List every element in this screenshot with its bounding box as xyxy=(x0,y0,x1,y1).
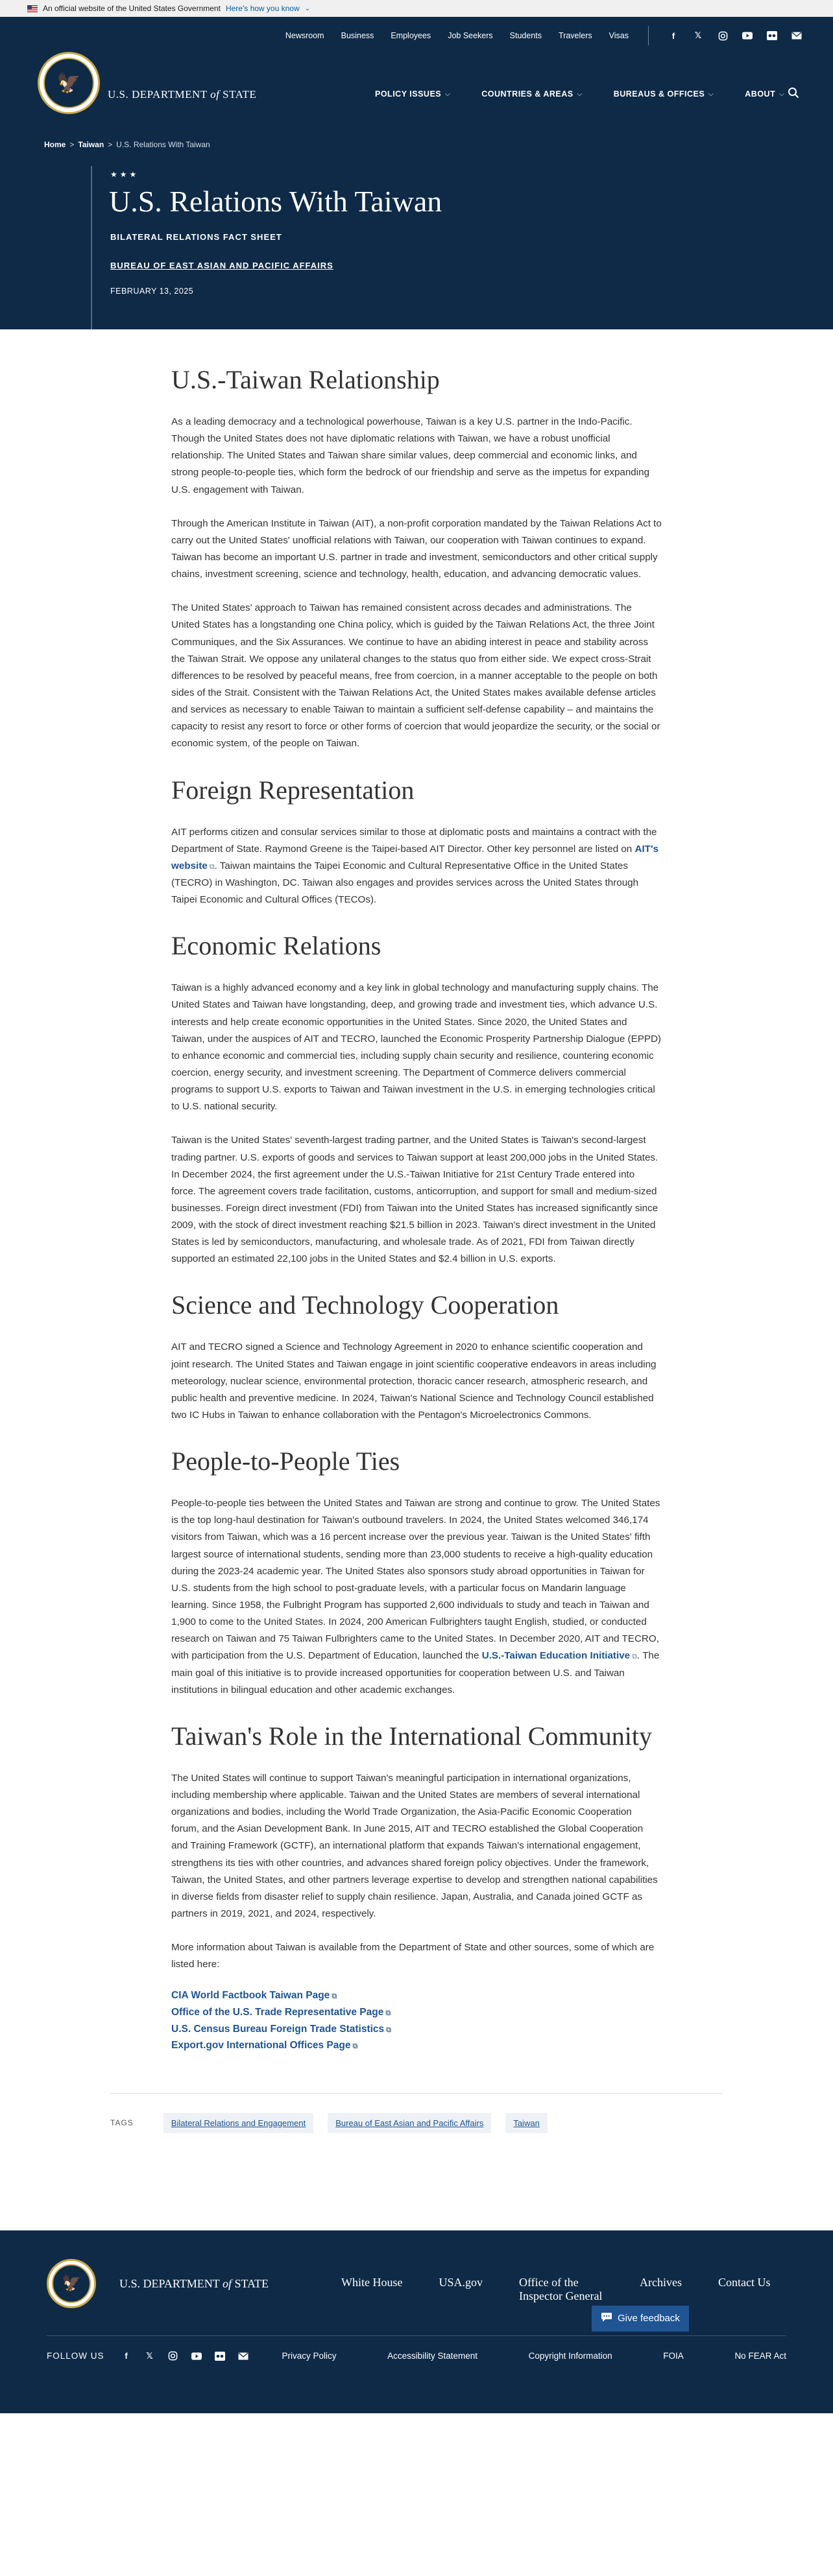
paragraph: People-to-people ties between the United States and Taiwan are strong and continue to grow. The United States is the top long-haul destination for Taiwan's outbound travelers. In 2024, the United States welcomed 346,174 visitors from Taiwan, which was a 16 percent increase over the previous year. Taiwan is the United States' fifth largest source of international students, sending more than 23,000 students to receive a high-quality education during the 2023-24 academic year. The United States also sponsors study abroad opportunities in Taiwan for U.S. students from the high school to post-graduate levels, with a particular focus on Mandarin language learning. Since 1958, the Fulbright Program has supported 2,600 individuals to study and teach in Taiwan and 1,900 to come to the United States. In 2024, 200 American Fulbrighters taught English, studied, or conducted research on Taiwan and 75 Taiwan Fulbrighters came to the United States. In December 2020, AIT and TECRO, with participation from the U.S. Department of Education, launched the U.S.-Taiwan Education Initiative ⧉. The main goal of this initiative is to provide increased opportunities for cooperation between U.S. and Taiwan institutions in bilingual education and other academic exchanges. xyxy=(171,1498,660,1696)
footer-link-archives[interactable]: Archives xyxy=(640,2275,682,2289)
search-icon[interactable] xyxy=(788,87,799,99)
youtube-icon[interactable] xyxy=(742,30,753,41)
footer-link-white-house[interactable]: White House xyxy=(341,2275,403,2289)
section-heading: Science and Technology Cooperation xyxy=(171,1290,559,1320)
section-heading: Foreign Representation xyxy=(171,775,415,805)
site-footer xyxy=(0,2230,833,2413)
x-icon[interactable]: 𝕏 xyxy=(694,30,702,40)
main-nav xyxy=(375,89,784,99)
email-icon[interactable] xyxy=(238,2351,248,2361)
email-icon[interactable] xyxy=(791,30,802,41)
export-gov-link[interactable]: Export.gov International Offices Page ⧉ xyxy=(171,2040,358,2051)
breadcrumb-current: U.S. Relations With Taiwan xyxy=(116,140,210,149)
footer-department-name[interactable]: U.S. DEPARTMENT of STATE xyxy=(119,2276,269,2290)
footer-links xyxy=(341,2276,770,2304)
footer-bottom-bar xyxy=(47,2351,786,2361)
footer-link-foia[interactable]: FOIA xyxy=(663,2351,684,2361)
header-social-links xyxy=(668,30,802,41)
chevron-down-icon: ⌵ xyxy=(445,90,451,98)
footer-divider xyxy=(47,2335,786,2336)
paragraph: Taiwan is a highly advanced economy and a key link in global technology and manufacturing supply chains. The United States and Taiwan have longstanding, deep, and growing trade and investment ties, which advance U.S. interests and help create economic opportunities in the United States. Since 2020, the United States and Taiwan, under the auspices of AIT and TECRO, launched the Economic Prosperity Partnership Dialogue (EPPD) to enhance economic and commercial ties, including supply chain security and resilience, countering economic coercion, energy security, and investment screening. The Department of Commerce delivers commercial programs to support U.S. exports to Taiwan and Taiwan investment in the U.S. in emerging technologies critical to U.S. national security. xyxy=(171,982,661,1113)
flickr-icon[interactable] xyxy=(215,2351,225,2361)
utility-link-business[interactable]: Business xyxy=(341,31,374,40)
chat-bubble-icon xyxy=(601,2312,612,2325)
tags-section xyxy=(110,2093,723,2162)
breadcrumb-taiwan[interactable]: Taiwan xyxy=(78,140,104,149)
section-heading: Taiwan's Role in the International Community xyxy=(171,1721,652,1751)
youtube-icon[interactable] xyxy=(191,2351,202,2361)
paragraph: AIT performs citizen and consular services similar to those at diplomatic posts and maintains a contract with the Department of State. Raymond Greene is the Taipei-based AIT Director. Other key personnel are listed on AIT's website ⧉. Taiwan maintains the Taipei Economic and Cultural Representative Office in the United States (TECRO) in Washington, DC. Taiwan also engages and provides services across the United States through Taipei Economic and Cultural Offices (TECOs). xyxy=(171,826,659,906)
footer-social-links xyxy=(121,2351,248,2361)
external-link-icon: ⧉ xyxy=(385,2009,391,2017)
utility-link-newsroom[interactable]: Newsroom xyxy=(285,31,324,40)
publish-date: FEBRUARY 13, 2025 xyxy=(110,287,194,296)
chevron-down-icon: ⌵ xyxy=(708,90,714,98)
utility-link-visas[interactable]: Visas xyxy=(609,31,629,40)
tag-bilateral-relations[interactable]: Bilateral Relations and Engagement xyxy=(163,2113,313,2133)
section-heading: Economic Relations xyxy=(171,931,381,961)
section-international-community xyxy=(171,1721,662,2054)
chevron-down-icon: ⌵ xyxy=(577,90,583,98)
external-link-icon: ⧉ xyxy=(386,2026,392,2034)
follow-us-label: FOLLOW US xyxy=(47,2351,104,2361)
gov-banner xyxy=(0,0,833,17)
fact-sheet-label: BILATERAL RELATIONS FACT SHEET xyxy=(110,232,282,242)
footer-link-contact-us[interactable]: Contact Us xyxy=(718,2275,771,2289)
utility-link-job-seekers[interactable]: Job Seekers xyxy=(448,31,493,40)
give-feedback-button[interactable]: Give feedback xyxy=(592,2306,689,2332)
instagram-icon[interactable] xyxy=(168,2351,178,2361)
breadcrumb-separator: > xyxy=(108,140,113,149)
external-link-icon: ⧉ xyxy=(352,2042,358,2051)
cia-factbook-link[interactable]: CIA World Factbook Taiwan Page ⧉ xyxy=(171,1990,337,2002)
external-link-icon: ⧉ xyxy=(209,862,215,871)
ustr-link[interactable]: Office of the U.S. Trade Representative Page ⧉ xyxy=(171,2006,391,2018)
utility-link-employees[interactable]: Employees xyxy=(391,31,431,40)
chevron-down-icon[interactable]: ⌄ xyxy=(304,5,311,12)
eagle-icon: 🦅 xyxy=(52,2264,91,2303)
paragraph: The United States will continue to support Taiwan's meaningful participation in international organizations, including membership where applicable. Taiwan and the United States are members of several international organizations and bodies, including the World Trade Organization, the Asia-Pacific Economic Cooperation forum, and the Asian Development Bank. In June 2015, AIT and TECRO established the Global Cooperation and Training Framework (GCTF), an international platform that expands Taiwan's international engagement, strengthens its ties with other countries, and advances shared foreign policy objectives. Under the framework, Taiwan, the United States, and other partners leverage expertise to develop and strengthen national capabilities in diverse fields from disaster relief to supply chain resilience. Japan, Australia, and Canada joined GCTF as partners in 2019, 2021, and 2024, respectively. xyxy=(171,1772,658,1919)
ait-website-link[interactable]: AIT's website xyxy=(171,843,659,871)
flickr-icon[interactable] xyxy=(767,30,777,41)
eagle-icon: 🦅 xyxy=(43,58,94,108)
breadcrumb xyxy=(44,140,210,149)
page-title: U.S. Relations With Taiwan xyxy=(109,185,442,218)
census-trade-link[interactable]: U.S. Census Bureau Foreign Trade Statistics ⧉ xyxy=(171,2023,392,2035)
education-initiative-link[interactable]: U.S.-Taiwan Education Initiative xyxy=(481,1650,631,1662)
facebook-icon[interactable]: f xyxy=(125,2351,128,2361)
paragraph: AIT and TECRO signed a Science and Technology Agreement in 2020 to enhance scientific cooperation and joint research. The United States and Taiwan engage in joint scientific cooperative endeavors in areas including meteorology, nuclear science, environmental protection, thoracic cancer research, atmospheric research, and public health and preventive medicine. In 2024, Taiwan's National Science and Technology Council established two IC Hubs in Taiwan to enhance collaboration with the Pentagon's Microelectronics Commons. xyxy=(171,1341,657,1421)
utility-nav xyxy=(285,26,802,45)
tag-east-asian-pacific[interactable]: Bureau of East Asian and Pacific Affairs xyxy=(328,2113,491,2133)
paragraph: Through the American Institute in Taiwan (AIT), a non-profit corporation mandated by the Taiwan Relations Act to carry out the United States' unofficial relations with Taiwan, our cooperation with Taiwan continues to expand. Taiwan has become an important U.S. partner in trade and investment, semiconductors and other critical supply chains, investment screening, science and technology, health, education, and advancing democratic values. xyxy=(171,517,662,580)
utility-divider xyxy=(648,26,649,45)
footer-legal-links xyxy=(282,2351,786,2361)
instagram-icon[interactable] xyxy=(718,30,728,41)
hero-banner xyxy=(0,106,833,329)
section-economic-relations xyxy=(171,930,662,1268)
breadcrumb-separator: > xyxy=(69,140,75,149)
footer-link-no-fear-act[interactable]: No FEAR Act xyxy=(734,2351,786,2361)
footer-link-inspector-general[interactable]: Office of the Inspector General xyxy=(519,2275,603,2303)
resource-links xyxy=(171,1987,662,2053)
breadcrumb-home[interactable]: Home xyxy=(44,140,66,149)
facebook-icon[interactable]: f xyxy=(671,30,675,41)
heres-how-you-know-link[interactable]: Here's how you know xyxy=(225,4,300,13)
tags-label: TAGS xyxy=(110,2118,134,2128)
chevron-down-icon: ⌵ xyxy=(779,90,785,98)
nav-about[interactable]: ABOUT ⌵ xyxy=(745,89,785,99)
utility-link-travelers[interactable]: Travelers xyxy=(559,31,592,40)
paragraph: As a leading democracy and a technological powerhouse, Taiwan is a key U.S. partner in the Indo-Pacific. Though the United States does not have diplomatic relations with Taiwan, we have a robust unofficial relationship. The United States and Taiwan share similar values, deep commercial and economic links, and strong people-to-people ties, which form the bedrock of our friendship and serve as the impetus for expanding U.S. engagement with Taiwan. xyxy=(171,416,650,495)
x-icon[interactable]: 𝕏 xyxy=(146,2350,153,2361)
section-science-technology xyxy=(171,1290,662,1424)
external-link-icon: ⧉ xyxy=(332,1992,337,2001)
article-content xyxy=(171,329,662,2054)
hero-divider xyxy=(91,166,92,329)
nav-countries-areas[interactable]: COUNTRIES & AREAS ⌵ xyxy=(481,89,583,99)
tag-taiwan[interactable]: Taiwan xyxy=(505,2113,547,2133)
nav-bureaus-offices[interactable]: BUREAUS & OFFICES ⌵ xyxy=(613,89,714,99)
paragraph: More information about Taiwan is available from the Department of State and other sources, some of which are listed here: xyxy=(171,1942,655,1970)
stars-icon: ★★★ xyxy=(110,170,139,179)
us-flag-icon xyxy=(27,5,38,12)
section-relationship xyxy=(171,364,662,753)
nav-policy-issues[interactable]: POLICY ISSUES ⌵ xyxy=(375,89,451,99)
section-heading: People-to-People Ties xyxy=(171,1447,400,1476)
footer-seal-logo[interactable] xyxy=(47,2259,96,2308)
bureau-link[interactable]: BUREAU OF EAST ASIAN AND PACIFIC AFFAIRS xyxy=(110,261,333,270)
footer-link-accessibility[interactable]: Accessibility Statement xyxy=(387,2351,477,2361)
footer-link-copyright[interactable]: Copyright Information xyxy=(528,2351,612,2361)
department-name[interactable]: U.S. DEPARTMENT of STATE xyxy=(108,88,257,100)
external-link-icon: ⧉ xyxy=(632,1653,637,1661)
paragraph: Taiwan is the United States' seventh-largest trading partner, and the United States is Taiwan's second-largest trading partner. U.S. exports of goods and services to Taiwan support at least 200,000 jobs in the United States. In December 2024, the first agreement under the U.S.-Taiwan Initiative for 21st Century Trade entered into force. The agreement covers trade facilitation, customs, anticorruption, and support for small and medium-sized businesses. Foreign direct investment (FDI) from Taiwan into the United States has increased significantly since 2009, with the stock of direct investment reaching $21.5 billion in 2023. Taiwan's direct investment in the United States is led by semiconductors, manufacturing, and wholesale trade. As of 2021, FDI from Taiwan directly supported an estimated 22,100 jobs in the United States and $2.4 billion in U.S. exports. xyxy=(171,1135,658,1265)
site-header xyxy=(0,17,833,106)
footer-link-usa-gov[interactable]: USA.gov xyxy=(439,2275,483,2289)
department-seal-logo[interactable] xyxy=(38,52,100,114)
gov-banner-text: An official website of the United States Government xyxy=(43,4,221,13)
section-heading: U.S.-Taiwan Relationship xyxy=(171,365,440,394)
utility-link-students[interactable]: Students xyxy=(509,31,542,40)
section-people-to-people xyxy=(171,1446,662,1699)
section-foreign-representation xyxy=(171,775,662,909)
paragraph: The United States' approach to Taiwan has remained consistent across decades and administrations. The United States has a longstanding one China policy, which is guided by the Taiwan Relations Act, the three Joint Communiques, and the Six Assurances. We continue to have an abiding interest in peace and stability across the Taiwan Strait. We oppose any unilateral changes to the status quo from either side. We expect cross-Strait differences to be resolved by peaceful means, free from coercion, in a manner acceptable to the people on both sides of the Strait. Consistent with the Taiwan Relations Act, the United States makes available defense articles and services as necessary to enable Taiwan to maintain a sufficient self-defense capability – and maintains the capacity to resist any resort to force or other forms of coercion that would jeopardize the security, or the social or economic system, of the people on Taiwan. xyxy=(171,602,660,750)
footer-link-privacy[interactable]: Privacy Policy xyxy=(282,2351,337,2361)
